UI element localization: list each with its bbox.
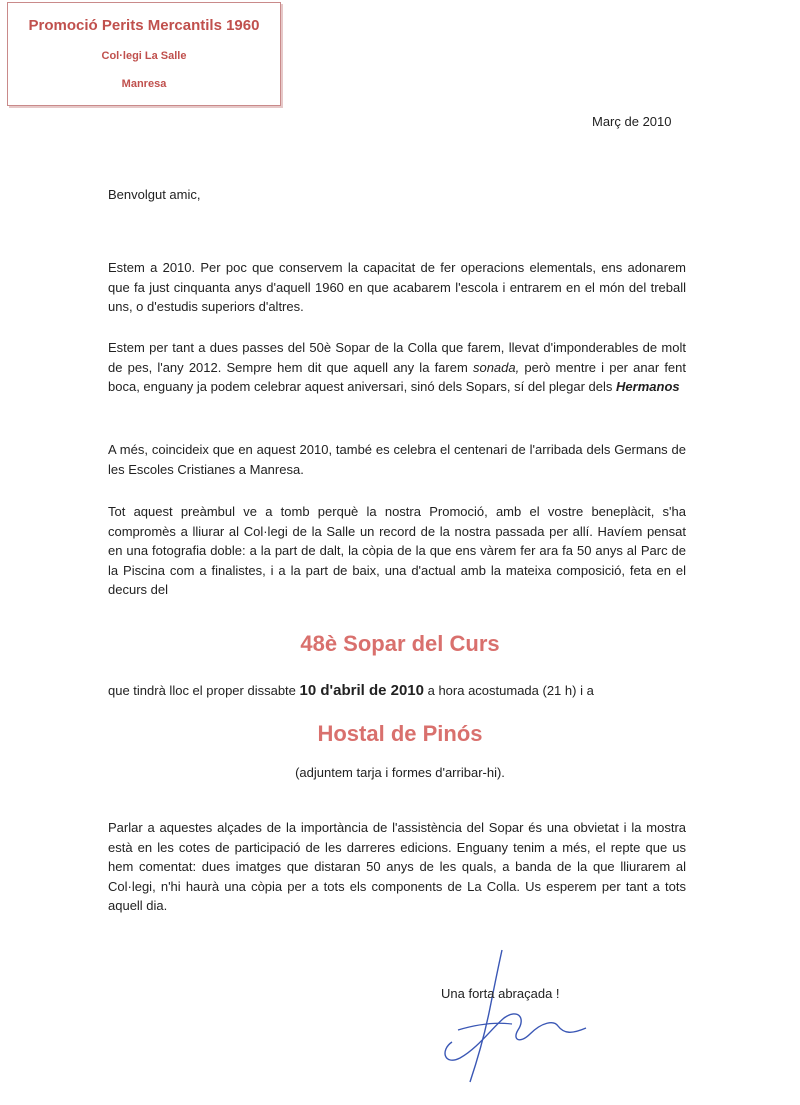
event-details-text-b: a hora acostumada (21 h) i a [423, 683, 594, 698]
paragraph-intro: Estem a 2010. Per poc que conservem la capacitat de fer operacions elementals, ens adonarem que fa just cinquanta anys d'aquell 1960 en que acabarem l'escola i entrarem en el món del treball uns, o d'estudis superiors d'altres. [108, 260, 686, 314]
letterhead-school: Col·legi La Salle [101, 50, 187, 62]
paragraph-sopar-hermanos: Hermanos [616, 379, 680, 394]
paragraph-centenary: A més, coincideix que en aquest 2010, també es celebra el centenari de l'arribada dels Germans de les Escoles Cristianes a Manresa. [108, 442, 686, 477]
paragraph-sopar-text-a: Estem per tant a dues passes del 50è Sopar de la Colla que farem, llevat d'imponderables de molt de pes, l'any 2012. Sempre hem dit que aquell any la farem [108, 340, 686, 375]
event-title: 48è Sopar del Curs [300, 631, 500, 656]
letterhead-title: Promoció Perits Mercantils 1960 [28, 17, 260, 34]
event-details [108, 682, 594, 699]
letter-greeting: Benvolgut amic, [108, 187, 201, 202]
closing-line: Una forta abraçada ! [441, 986, 560, 1001]
letterhead-box [7, 2, 281, 106]
venue-note: (adjuntem tarja i formes d'arribar-hi). [295, 765, 505, 780]
paragraph-sopar-text-b: però mentre i per anar fent boca, enguany ja podem celebrar aquest aniversari, sinó dels Sopars, sí del plegar dels [108, 359, 687, 394]
paragraph-photo: Tot aquest preàmbul ve a tomb perquè la nostra Promoció, amb el vostre beneplàcit, s'ha compromès a lliurar al Col·legi de la Salle un record de la nostra passada per allí. Havíem pensat en una fotografia doble: a la part de dalt, la còpia de la que ens vàrem fer ara fa 50 anys al Parc de la Piscina com a finalistes, i a la part de baix, una d'actual amb la mateixa composició, feta en el decurs del [108, 504, 686, 597]
paragraph-closing: Parlar a aquestes alçades de la importància de l'assistència del Sopar és una obvietat i la mostra està en les cotes de participació de les darreres edicions. Enguany tenim a més, el repte que us hem comentat: dues imatges que distaran 50 anys de les quals, a banda de la que lliurarem al Col·legi, n'hi haurà una còpia per a tots els components de La Colla. Us esperem per tant a tots aquell dia. [108, 820, 686, 913]
paragraph-sopar [108, 338, 686, 397]
handwritten-signature [430, 948, 610, 1093]
event-details-text-a: que tindrà lloc el proper dissabte [108, 683, 300, 698]
event-venue: Hostal de Pinós [317, 721, 483, 746]
paragraph-sopar-emphasis: sonada, [472, 359, 520, 375]
letter-date: Març de 2010 [592, 114, 672, 129]
event-date: 10 d'abril de 2010 [299, 682, 424, 699]
letterhead-city: Manresa [121, 78, 167, 90]
